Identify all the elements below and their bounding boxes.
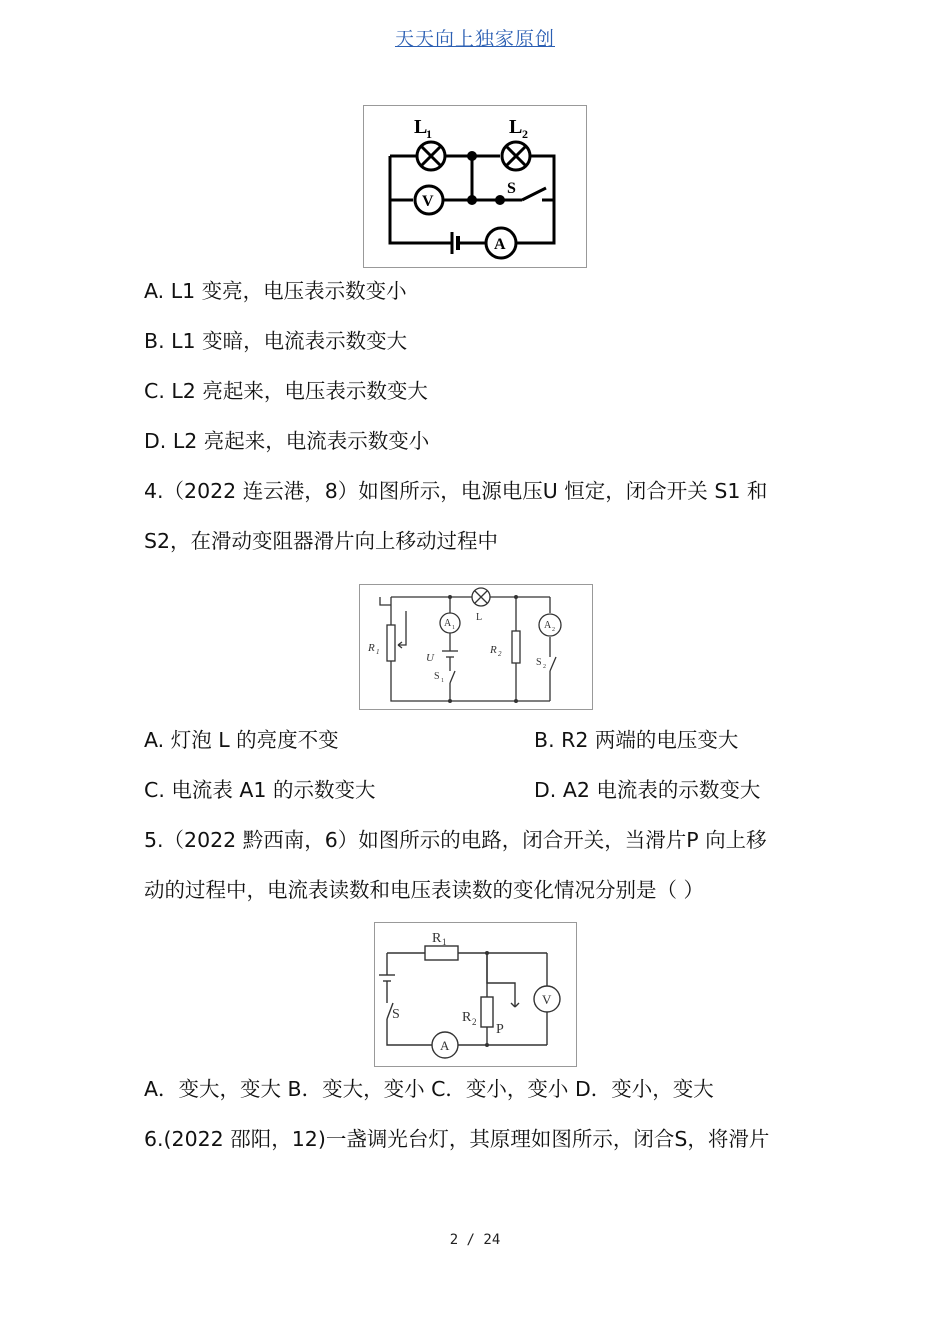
q3-option-b: B. L1 变暗，电流表示数变大 (144, 329, 408, 353)
q4-option-c: C. 电流表 A1 的示数变大 (144, 778, 376, 802)
label-r1: R (432, 931, 442, 946)
label-r2-sub: 2 (472, 1017, 477, 1027)
label-switch: S (507, 180, 516, 197)
q3-option-d: D. L2 亮起来，电流表示数变小 (144, 429, 430, 453)
header-title: 天天向上独家原创 (394, 28, 555, 50)
q4-option-a: A. 灯泡 L 的亮度不变 (144, 728, 339, 752)
label-s2-sub: 2 (543, 664, 546, 670)
circuit-figure-1 (363, 105, 587, 268)
page-number: 2 / 24 (449, 1232, 501, 1248)
label-r1-sub: 1 (376, 648, 380, 656)
q4-stem-line-1: 4.（2022 连云港，8）如图所示，电源电压U 恒定，闭合开关 S1 和 (144, 479, 768, 503)
label-a2-sub: 2 (552, 627, 555, 633)
page-header (0, 24, 950, 51)
q6-stem-line-1: 6.(2022 邵阳，12)一盏调光台灯，其原理如图所示，闭合S，将滑片 (144, 1127, 770, 1151)
circuit-figure-3 (374, 922, 577, 1067)
label-r2-sub: 2 (498, 650, 502, 658)
label-l: L (476, 612, 483, 623)
q4-option-b: B. R2 两端的电压变大 (534, 728, 739, 752)
label-r2: R (490, 644, 497, 656)
q3-option-c: C. L2 亮起来，电压表示数变大 (144, 379, 428, 403)
label-p: P (496, 1022, 504, 1037)
label-r1: R (368, 642, 375, 654)
label-voltmeter: V (422, 193, 434, 210)
label-s1-sub: 1 (441, 678, 444, 684)
label-l1-sub: 1 (426, 127, 432, 141)
q4-option-d: D. A2 电流表的示数变大 (534, 778, 761, 802)
circuit-diagram-1 (364, 106, 586, 267)
label-l2: L (509, 116, 523, 138)
label-l1: L (414, 116, 428, 138)
label-l2-sub: 2 (522, 127, 528, 141)
label-a1: A (444, 618, 452, 629)
label-a2: A (544, 620, 552, 631)
circuit-diagram-3 (375, 923, 576, 1066)
q5-stem-line-1: 5.（2022 黔西南，6）如图所示的电路，闭合开关，当滑片P 向上移 (144, 828, 767, 852)
q5-options: A．变大，变大 B．变大，变小 C．变小，变小 D．变小，变大 (144, 1077, 714, 1101)
label-r1-sub: 1 (442, 937, 447, 947)
label-voltmeter: V (542, 992, 552, 1007)
label-a1-sub: 1 (452, 625, 455, 631)
q3-option-a: A. L1 变亮，电压表示数变小 (144, 279, 407, 303)
label-s: S (392, 1007, 400, 1022)
q5-stem-line-2: 动的过程中，电流表读数和电压表读数的变化情况分别是（ ） (144, 878, 705, 902)
label-u: U (426, 652, 434, 664)
label-ammeter: A (440, 1038, 450, 1053)
q4-stem-line-2: S2，在滑动变阻器滑片向上移动过程中 (144, 529, 499, 553)
label-ammeter: A (494, 236, 506, 253)
circuit-diagram-2 (360, 585, 592, 709)
label-r2: R (462, 1010, 472, 1025)
label-s2: S (536, 657, 542, 668)
label-s1: S (434, 671, 440, 682)
circuit-figure-2 (359, 584, 593, 710)
